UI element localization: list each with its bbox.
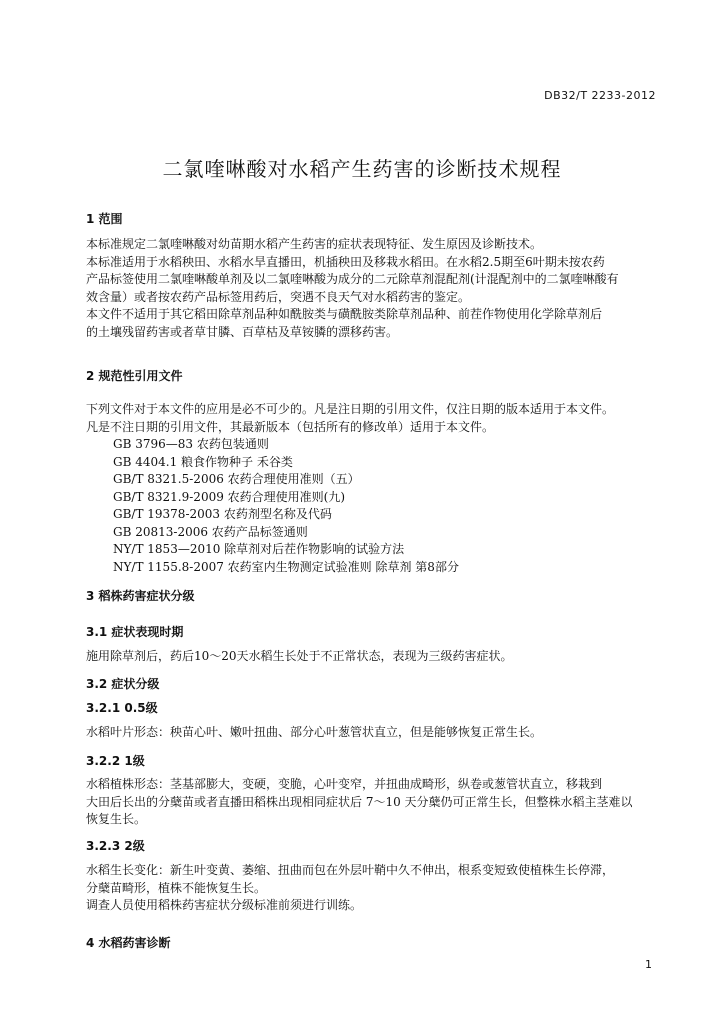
text-line: 恢复生长。 (86, 812, 147, 826)
text-line: 调查人员使用稻株药害症状分级标准前须进行训练。 (86, 898, 363, 912)
reference-item: GB 3796—83 农药包装通则 (113, 437, 269, 451)
text-line: 本标准适用于水稻秧田、水稻水旱直播田，机插秧田及移栽水稻田。在水稻2.5期至6叶期未按农药 (86, 254, 605, 269)
reference-list (113, 436, 459, 576)
standard-number: DB32/T 2233-2012 (544, 89, 656, 102)
reference-item: GB 4404.1 粮食作物种子 禾谷类 (113, 454, 293, 469)
text-line: 水稻植株形态：茎基部膨大，变硬，变脆，心叶变窄，并扭曲成畸形，纵卷或葱管状直立，移栽到 (86, 777, 603, 791)
section-3-2-1-heading: 3.2.1 0.5级 (86, 701, 158, 715)
section-3-heading: 3 稻株药害症状分级 (86, 589, 195, 603)
text-line: 下列文件对于本文件的应用是必不可少的。凡是注日期的引用文件，仅注日期的版本适用于本文件。 (86, 402, 615, 416)
section-3-2-2-heading: 3.2.2 1级 (86, 754, 145, 768)
section-3-2-3-body (86, 862, 656, 915)
text-line: 凡是不注日期的引用文件，其最新版本（包括所有的修改单）适用于本文件。 (86, 419, 495, 434)
section-3-2-2-body (86, 776, 656, 829)
text-line: 水稻生长变化：新生叶变黄、萎缩、扭曲而包在外层叶鞘中久不伸出，根系变短致使植株生长停滞， (86, 863, 615, 877)
text-line: 分蘖苗畸形，植株不能恢复生长。 (86, 880, 267, 895)
reference-item: GB/T 19378-2003 农药剂型名称及代码 (113, 507, 332, 521)
reference-item: GB/T 8321.9-2009 农药合理使用准则(九) (113, 489, 346, 504)
text-line: 本标准规定二氯喹啉酸对幼苗期水稻产生药害的症状表现特征、发生原因及诊断技术。 (86, 237, 543, 251)
section-2-heading: 2 规范性引用文件 (86, 369, 183, 383)
document-title: 二氯喹啉酸对水稻产生药害的诊断技术规程 (162, 157, 562, 181)
section-4-heading: 4 水稻药害诊断 (86, 936, 171, 950)
section-1-heading: 1 范围 (86, 212, 123, 226)
text-line: 大田后长出的分蘖苗或者直播田稻株出现相同症状后 7～10 天分蘖仍可正常生长，但整株水稻主茎难以 (86, 794, 633, 809)
reference-item: GB 20813-2006 农药产品标签通则 (113, 524, 308, 539)
text-line: 效含量）或者按农药产品标签用药后，突遇不良天气对水稻药害的鉴定。 (86, 289, 471, 304)
section-3-2-1-body (86, 724, 656, 742)
reference-item: GB/T 8321.5-2006 农药合理使用准则（五） (113, 472, 360, 486)
section-2-body (86, 401, 656, 436)
text-line: 施用除草剂后，药后10～20天水稻生长处于不正常状态，表现为三级药害症状。 (86, 649, 513, 663)
text-line: 本文件不适用于其它稻田除草剂品种如酰胺类与磺酰胺类除草剂品种、前茬作物使用化学除草剂后 (86, 307, 603, 321)
text-line: 的土壤残留药害或者草甘膦、百草枯及草铵膦的漂移药害。 (86, 324, 399, 339)
reference-item: NY/T 1853—2010 除草剂对后茬作物影响的试验方法 (113, 542, 405, 556)
section-3-2-3-heading: 3.2.3 2级 (86, 839, 145, 853)
text-line: 水稻叶片形态：秧苗心叶、嫩叶扭曲、部分心叶葱管状直立，但是能够恢复正常生长。 (86, 725, 543, 739)
section-3-1-body (86, 648, 656, 666)
section-1-body (86, 236, 656, 341)
page-number: 1 (645, 958, 652, 971)
reference-item: NY/T 1155.8-2007 农药室内生物测定试验准则 除草剂 第8部分 (113, 559, 459, 574)
text-line: 产品标签使用二氯喹啉酸单剂及以二氯喹啉酸为成分的二元除草剂混配剂(计混配剂中的二氯喹啉酸有 (86, 272, 619, 286)
section-3-2-heading: 3.2 症状分级 (86, 677, 160, 691)
section-3-1-heading: 3.1 症状表现时期 (86, 625, 184, 639)
